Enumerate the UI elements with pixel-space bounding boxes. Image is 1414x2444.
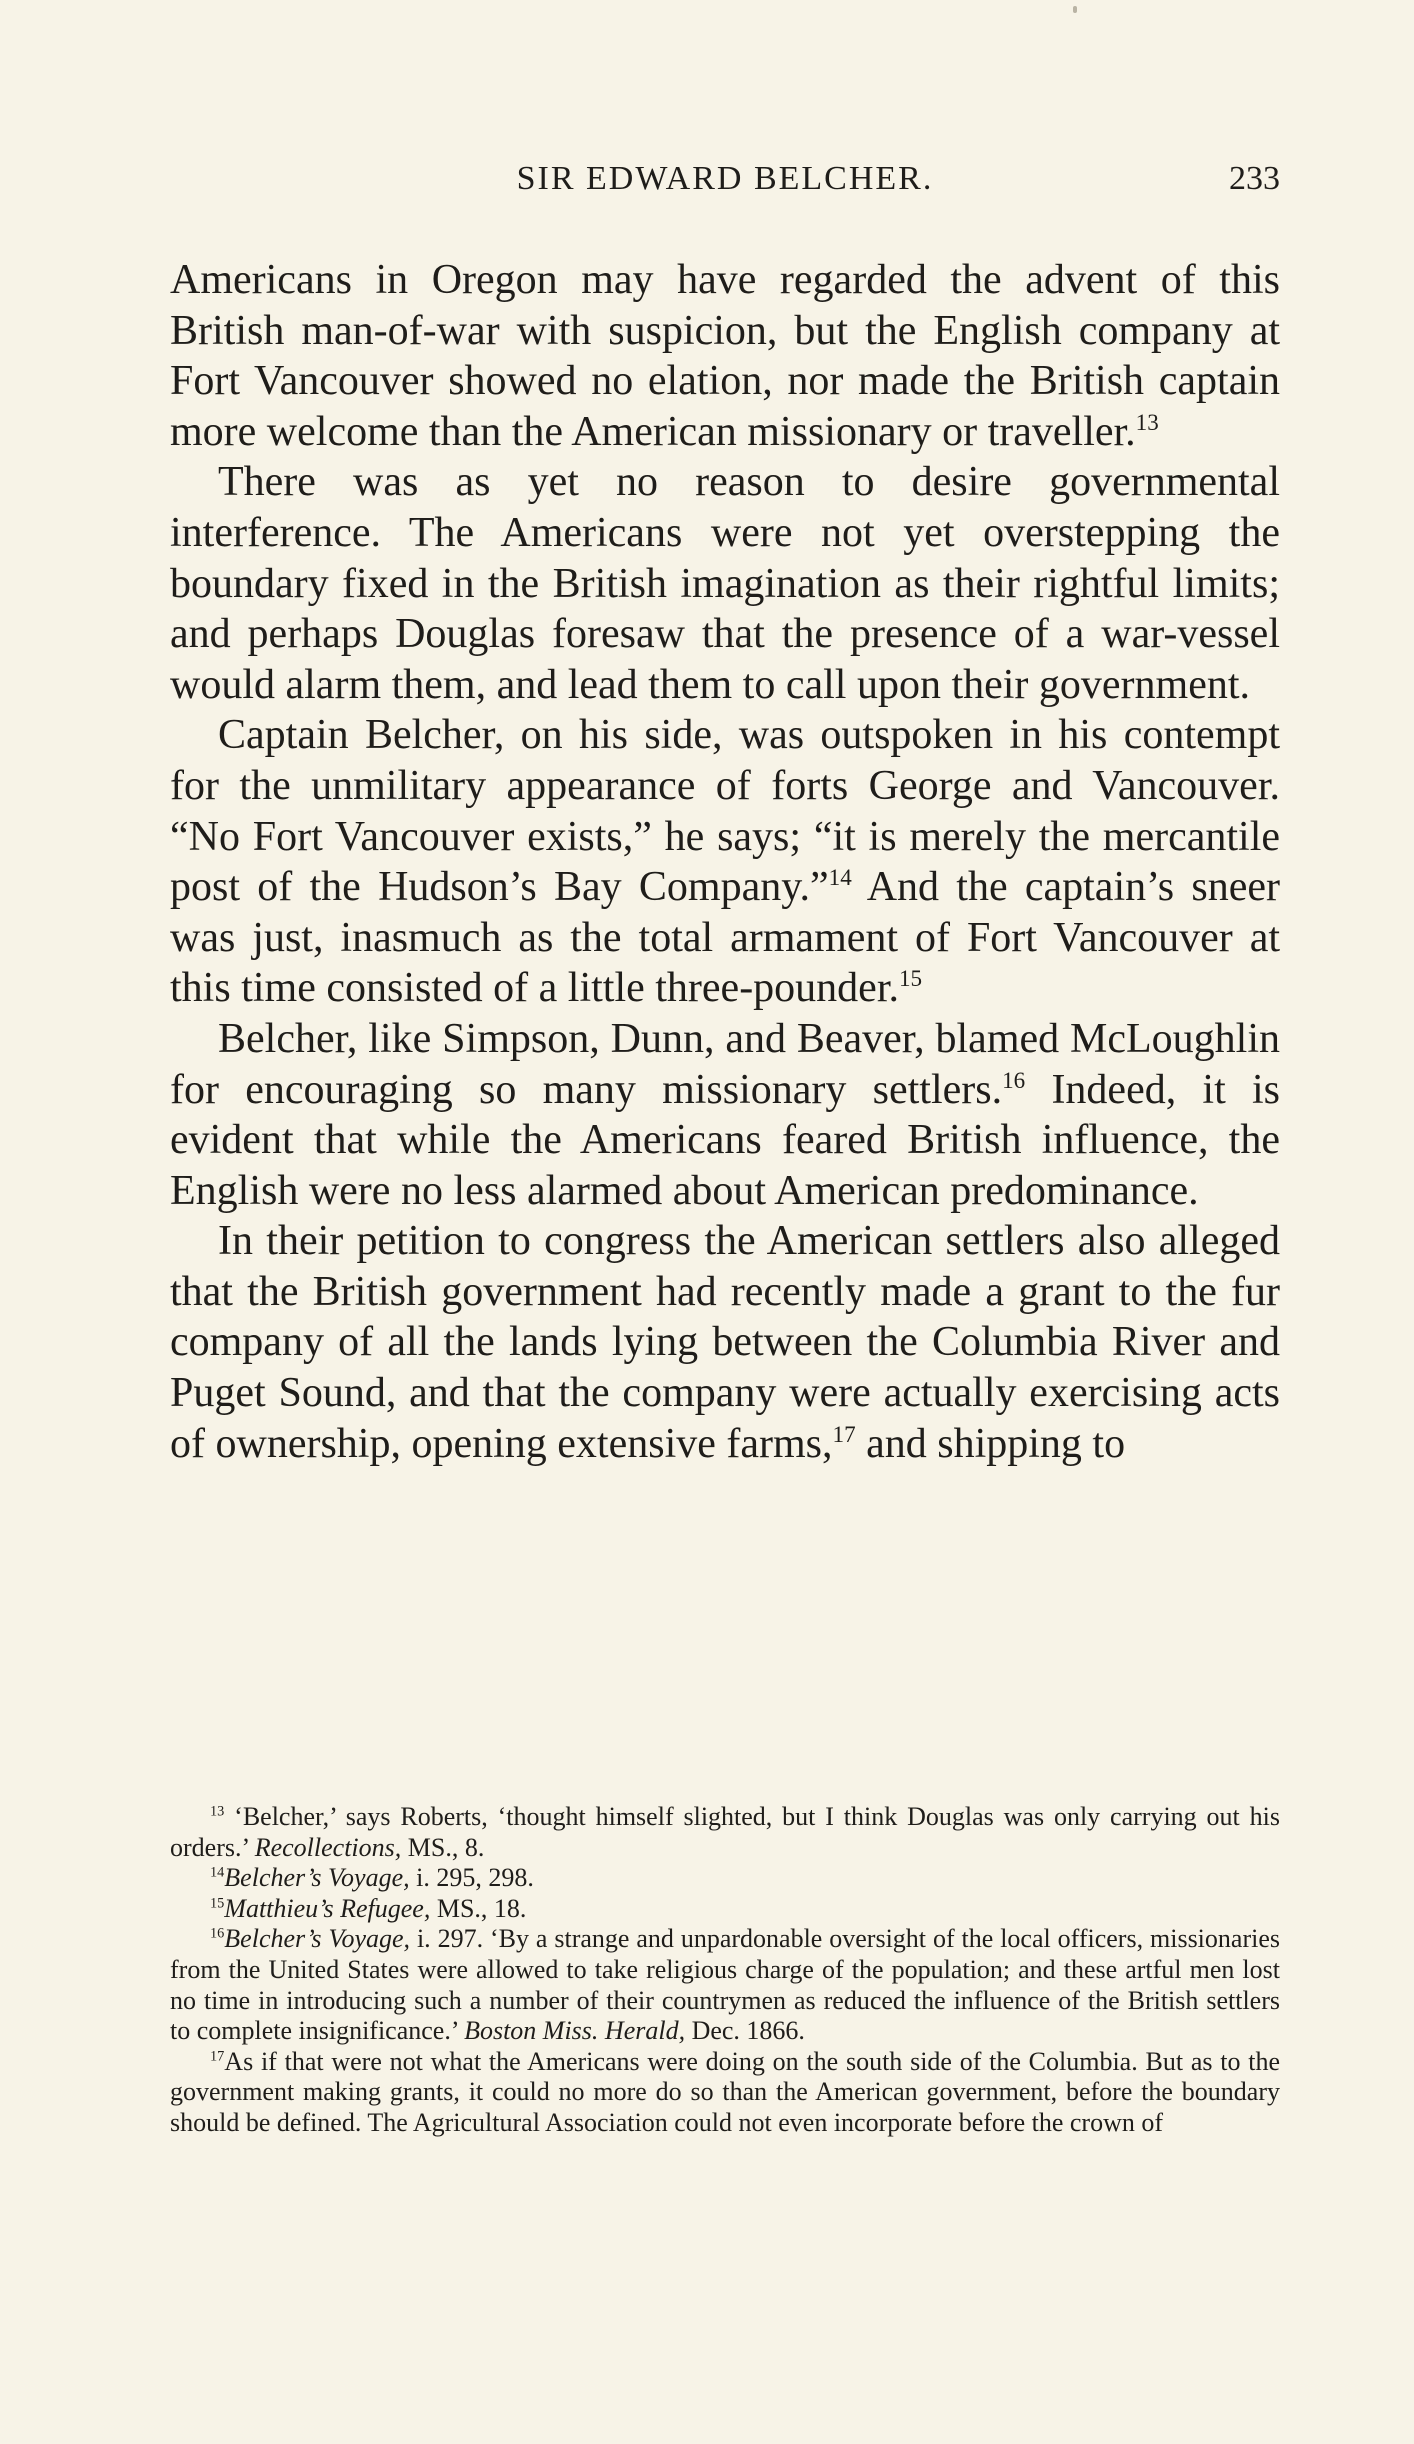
paragraph-3-text-b: And the captain’s sneer was just, inasmuch as the total armament of Fort Vancouver at this time consisted of a little three-pounder. bbox=[170, 864, 1280, 1012]
paragraph-2 bbox=[170, 457, 1280, 710]
paragraph-1 bbox=[170, 255, 1280, 457]
note-ref-15: 15 bbox=[899, 965, 923, 992]
paragraph-4-text-a: Belcher, like Simpson, Dunn, and Beaver, blamed McLoughlin for encouraging so many missionary settlers. bbox=[170, 1015, 1280, 1113]
footnote-17 bbox=[170, 2047, 1280, 2139]
footnote-14-number: 14 bbox=[210, 1864, 225, 1881]
footnote-14-citation: Belcher’s Voyage, bbox=[224, 1863, 410, 1893]
footnote-17-number: 17 bbox=[210, 2048, 225, 2065]
paragraph-1-text: Americans in Oregon may have regarded the advent of this British man-of-war with suspicion, but the English company at Fort Vancouver showed no elation, nor made the British captain more welcome than the American missionary or traveller. bbox=[170, 257, 1280, 455]
paragraph-4 bbox=[170, 1014, 1280, 1216]
body-text bbox=[170, 255, 1280, 1469]
footnote-13-tail: MS., 8. bbox=[401, 1832, 485, 1862]
note-ref-14: 14 bbox=[828, 864, 852, 891]
note-ref-16: 16 bbox=[1002, 1066, 1026, 1093]
paragraph-3 bbox=[170, 710, 1280, 1014]
note-ref-17: 17 bbox=[832, 1420, 856, 1447]
paragraph-4-text-b: Indeed, it is evident that while the Americans feared British influence, the English were no less alarmed about American predominance. bbox=[170, 1066, 1281, 1214]
paragraph-3-text-a: Captain Belcher, on his side, was outspoken in his contempt for the unmilitary appearance of forts George and Vancouver. “No Fort Vancouver exists,” he says; “it is merely the mercantile post of the Hudson’s Bay Company.” bbox=[170, 712, 1280, 911]
running-head bbox=[170, 160, 1280, 210]
footnotes bbox=[170, 1802, 1280, 2139]
paragraph-5 bbox=[170, 1216, 1280, 1469]
footnote-13-citation: Recollections, bbox=[254, 1832, 402, 1862]
footnote-13-number: 13 bbox=[210, 1803, 225, 1820]
page-speck bbox=[1073, 6, 1077, 13]
footnote-16 bbox=[170, 1924, 1280, 2046]
footnote-16-text: i. 297. ‘By a strange and unpardonable oversight of the local officers, missionaries from the United States were allowed to take religious charge of the population; and these artful men lost no time in introducing such a number of their countrymen as reduced the influence of the British settlers to complete insignificance.’ bbox=[170, 1924, 1280, 2046]
footnote-15-citation: Matthieu’s Refugee, bbox=[224, 1893, 431, 1923]
footnote-16-citation-2: Boston Miss. Herald, bbox=[464, 2016, 686, 2046]
footnote-16-tail: Dec. 1866. bbox=[685, 2016, 805, 2046]
running-title: SIR EDWARD BELCHER. bbox=[516, 160, 934, 197]
footnote-14 bbox=[170, 1863, 1280, 1894]
paragraph-5-text-b: and shipping to bbox=[855, 1420, 1126, 1467]
paragraph-2-text: There was as yet no reason to desire governmental interference. The Americans were not yet overstepping the boundary fixed in the British imagination as their rightful limits; and perhaps Douglas foresaw that the presence of a war-vessel would alarm them, and lead them to call upon their government. bbox=[170, 459, 1280, 708]
page-number: 233 bbox=[1229, 160, 1280, 197]
footnote-15-number: 15 bbox=[210, 1895, 225, 1912]
footnote-14-tail: i. 295, 298. bbox=[409, 1863, 534, 1893]
footnote-15 bbox=[170, 1894, 1280, 1925]
note-ref-13: 13 bbox=[1135, 408, 1159, 435]
paragraph-5-text-a: In their petition to congress the American settlers also alleged that the British government had recently made a grant to the fur company of all the lands lying between the Columbia River and Puget Sound, and that the company were actually exercising acts of ownership, opening extensive farms, bbox=[170, 1218, 1280, 1467]
footnote-16-citation: Belcher’s Voyage, bbox=[224, 1924, 411, 1954]
footnote-15-tail: MS., 18. bbox=[430, 1893, 527, 1923]
footnote-13-text: ‘Belcher,’ says Roberts, ‘thought himself slighted, but I think Douglas was only carrying out his orders.’ bbox=[170, 1802, 1280, 1862]
footnote-13 bbox=[170, 1802, 1280, 1863]
footnote-17-text: As if that were not what the Americans were doing on the south side of the Columbia. But as to the government making grants, it could no more do so than the American government, before the boundary should be defined. The Agricultural Association could not even incorporate before the crown of bbox=[170, 2046, 1280, 2137]
footnote-16-number: 16 bbox=[210, 1925, 225, 1942]
